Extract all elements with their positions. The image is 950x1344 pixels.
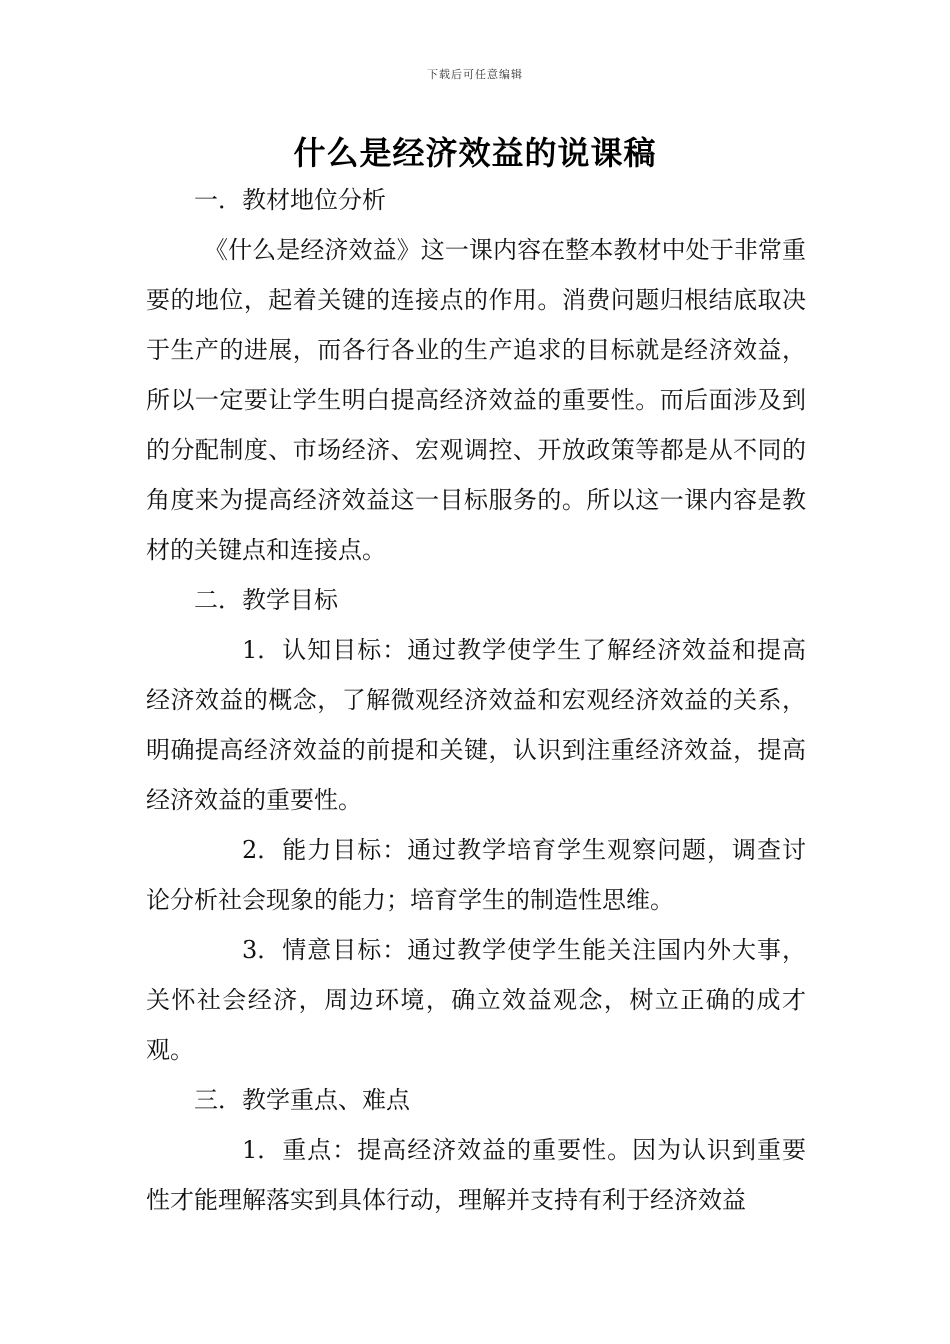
- list-item: [146, 625, 806, 825]
- item-text: 能力目标：通过教学培育学生观察问题，调查讨论分析社会现象的能力；培育学生的制造性思维。: [146, 836, 806, 914]
- list-item: [146, 825, 806, 925]
- list-item: [146, 925, 806, 1075]
- section-heading: 一．教材地位分析: [194, 186, 386, 214]
- item-text: 情意目标：通过教学使学生能关注国内外大事，关怀社会经济，周边环境，确立效益观念，树立正确的成才观。: [146, 936, 806, 1064]
- item-text: 重点：提高经济效益的重要性。因为认识到重要性才能理解落实到具体行动，理解并支持有利于经济效益: [146, 1136, 806, 1214]
- section-heading: 三．教学重点、难点: [194, 1086, 410, 1114]
- paragraph: 《什么是经济效益》这一课内容在整本教材中处于非常重要的地位，起着关键的连接点的作用。消费问题归根结底取决于生产的进展，而各行各业的生产追求的目标就是经济效益，所以一定要让学生明白提高经济效益的重要性。而后面涉及到的分配制度、市场经济、宏观调控、开放政策等都是从不同的角度来为提高经济效益这一目标服务的。所以这一课内容是教材的关键点和连接点。: [146, 236, 806, 564]
- section-heading: 二．教学目标: [194, 586, 338, 614]
- list-item: [146, 1125, 806, 1225]
- document-title: 什么是经济效益的说课稿: [293, 134, 657, 172]
- document-body: [146, 175, 806, 1225]
- item-number: 2．: [242, 836, 282, 864]
- item-number: 3．: [242, 936, 282, 964]
- header-note: 下载后可任意编辑: [427, 68, 523, 81]
- item-number: 1．: [242, 636, 282, 664]
- item-text: 认知目标：通过教学使学生了解经济效益和提高经济效益的概念，了解微观经济效益和宏观经济效益的关系，明确提高经济效益的前提和关键，认识到注重经济效益，提高经济效益的重要性。: [146, 636, 806, 814]
- item-number: 1．: [242, 1136, 282, 1164]
